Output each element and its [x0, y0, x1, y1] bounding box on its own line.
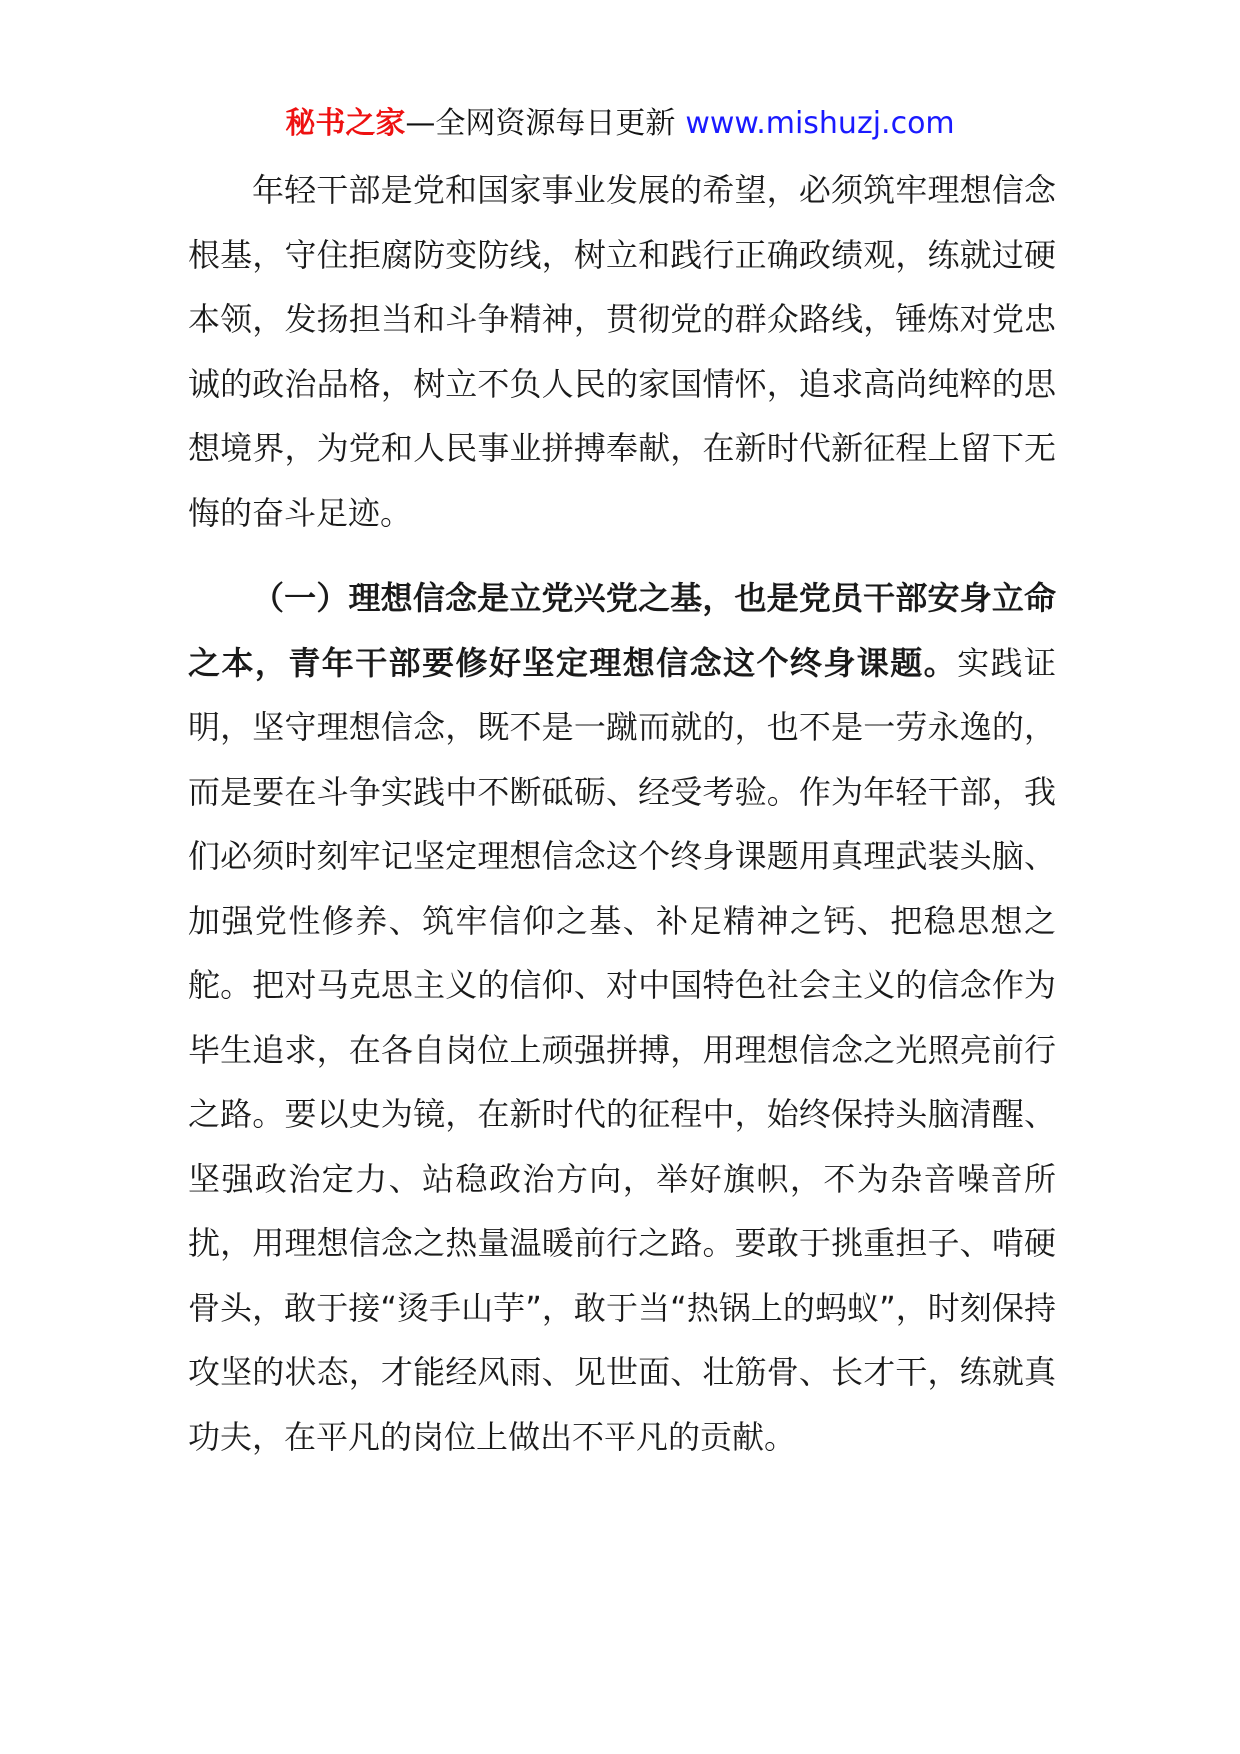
site-url-link[interactable]: www.mishuzj.com	[685, 106, 955, 141]
section-heading: （一）理想信念是立党兴党之基，也是党员干部安身立命之本，青年干部要修好坚定理想信念这个终身课题。	[188, 579, 1056, 682]
site-tagline: —全网资源每日更新	[405, 106, 676, 141]
section-paragraph	[188, 566, 1056, 1469]
site-header	[0, 104, 1240, 144]
section-paragraph-text: 实践证明，坚守理想信念，既不是一蹴而就的，也不是一劳永逸的，而是要在斗争实践中不断砥砺、经受考验。作为年轻干部，我们必须时刻牢记坚定理想信念这个终身课题用真理武装头脑、加强党性修养、筑牢信仰之基、补足精神之钙、把稳思想之舵。把对马克思主义的信仰、对中国特色社会主义的信念作为毕生追求，在各自岗位上顽强拼搏，用理想信念之光照亮前行之路。要以史为镜，在新时代的征程中，始终保持头脑清醒、坚强政治定力、站稳政治方向，举好旗帜，不为杂音噪音所扰，用理想信念之热量温暖前行之路。要敢于挑重担子、啃硬骨头，敢于接“烫手山芋”，敢于当“热锅上的蚂蚁”，时刻保持攻坚的状态，才能经风雨、见世面、壮筋骨、长才干，练就真功夫，在平凡的岗位上做出不平凡的贡献。	[188, 643, 1056, 1456]
intro-paragraph-text: 年轻干部是党和国家事业发展的希望，必须筑牢理想信念根基，守住拒腐防变防线，树立和践行正确政绩观，练就过硬本领，发扬担当和斗争精神，贯彻党的群众路线，锤炼对党忠诚的政治品格，树立不负人民的家国情怀，追求高尚纯粹的思想境界，为党和人民事业拼搏奉献，在新时代新征程上留下无悔的奋斗足迹。	[188, 171, 1056, 532]
site-name: 秘书之家	[285, 106, 406, 141]
intro-paragraph	[188, 158, 1056, 545]
document-body	[188, 158, 1056, 1469]
